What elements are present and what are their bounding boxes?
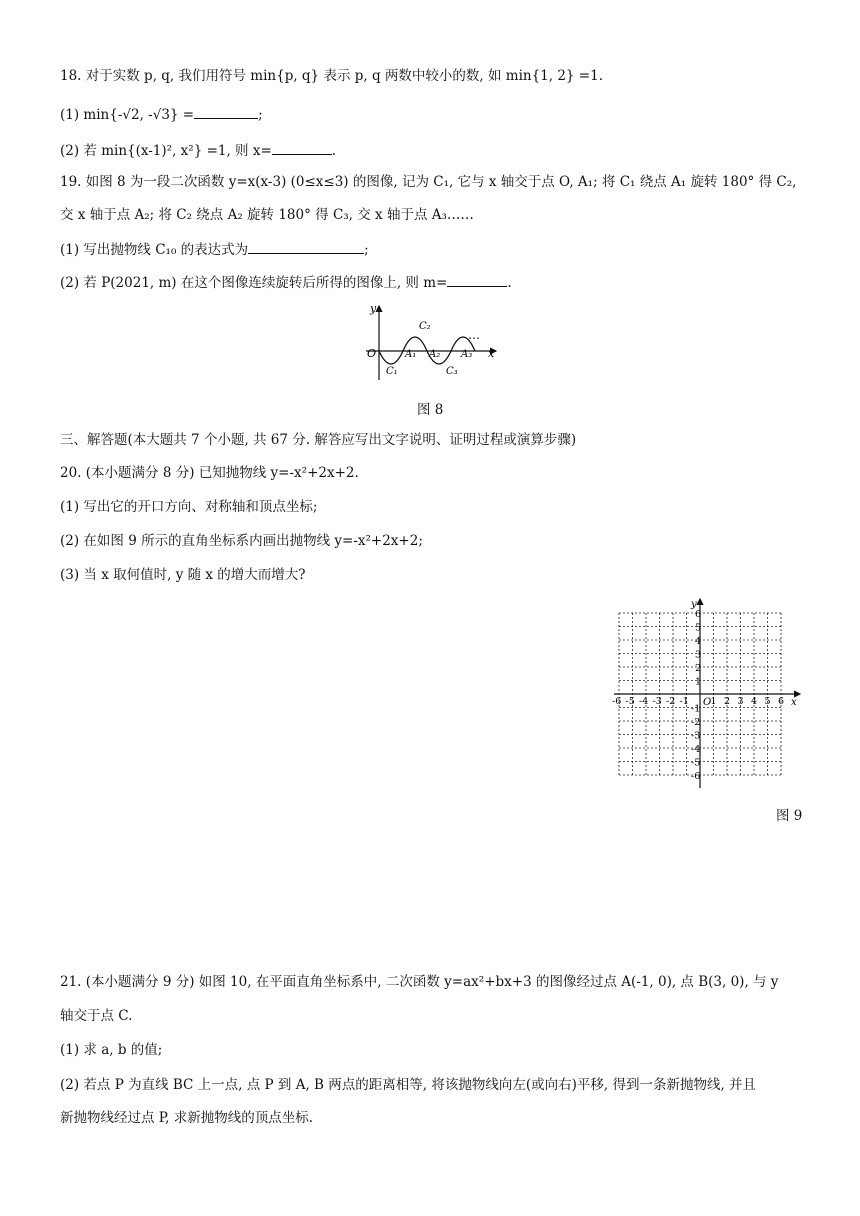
x-tick-label: 5 <box>764 696 771 707</box>
q18-part2-prefix: (2) 若 min{(x-1)², x²} =1, 则 x= <box>60 143 272 159</box>
q19-part1-suffix: ; <box>364 242 369 258</box>
q21-part1: (1) 求 a, b 的值; <box>60 1042 163 1058</box>
y-tick-label: 3 <box>695 649 702 661</box>
q21-part2-line2: 新抛物线经过点 P, 求新抛物线的顶点坐标. <box>60 1110 314 1126</box>
origin-label: O <box>703 697 712 708</box>
curve-c1 <box>379 351 403 364</box>
answer-blank[interactable] <box>194 104 258 119</box>
q18-part2 <box>60 140 336 161</box>
x-tick-label: -2 <box>666 696 676 707</box>
x-tick-label: 6 <box>778 696 785 707</box>
figure-9-caption: 图 9 <box>776 808 803 824</box>
q20-stem: 20. (本小题满分 8 分) 已知抛物线 y=-x²+2x+2. <box>60 465 359 481</box>
label-c1: C₁ <box>386 366 398 377</box>
q20-part3: (3) 当 x 取何值时, y 随 x 的增大而增大? <box>60 567 306 583</box>
q18-part1 <box>60 104 263 125</box>
axis-label-x: x <box>791 697 797 708</box>
y-tick-label: 5 <box>695 622 702 634</box>
q20-part2: (2) 在如图 9 所示的直角坐标系内画出抛物线 y=-x²+2x+2; <box>60 533 423 549</box>
label-y: y <box>370 302 377 315</box>
x-tick-label: -4 <box>639 696 649 707</box>
q19-part2-suffix: . <box>507 275 512 291</box>
q19-part2-prefix: (2) 若 P(2021, m) 在这个图像连续旋转后所得的图像上, 则 m= <box>60 275 448 291</box>
label-a1: A₁ <box>405 349 417 360</box>
q18-stem: 18. 对于实数 p, q, 我们用符号 min{p, q} 表示 p, q 两数中较小的数, 如 min{1, 2} =1. <box>60 68 603 84</box>
x-tick-label: -5 <box>625 696 635 707</box>
q19-part1-prefix: (1) 写出抛物线 C₁₀ 的表达式为 <box>60 242 249 258</box>
figure-9-grid <box>610 596 810 790</box>
label-c3: C₃ <box>446 366 458 377</box>
label-a2: A₂ <box>429 349 441 360</box>
x-tick-label: -6 <box>612 696 622 707</box>
q19-part1 <box>60 239 369 260</box>
q18-part1-suffix: ; <box>258 107 263 123</box>
y-tick-label: -6 <box>691 771 701 782</box>
label-c2: C₂ <box>419 321 431 332</box>
q19-stem-line2: 交 x 轴于点 A₂; 将 C₂ 绕点 A₂ 旋转 180° 得 C₃, 交 x 轴于点 A₃…… <box>60 207 474 223</box>
y-tick-label: -1 <box>691 703 701 715</box>
q21-stem-line2: 轴交于点 C. <box>60 1008 133 1024</box>
answer-blank[interactable] <box>248 239 364 254</box>
q19-part2 <box>60 272 512 293</box>
y-tick-label: -4 <box>691 744 701 755</box>
figure-8-caption: 图 8 <box>417 402 444 418</box>
y-tick-label: 2 <box>695 663 702 674</box>
answer-blank[interactable] <box>272 140 332 155</box>
y-tick-label: -2 <box>691 717 701 728</box>
q18-part1-prefix: (1) min{-√2, -√3} = <box>60 107 195 123</box>
answer-blank[interactable] <box>447 272 507 287</box>
y-tick-label: -5 <box>691 757 701 769</box>
x-tick-label: 4 <box>751 696 758 707</box>
label-origin: O <box>367 347 377 360</box>
q21-stem-line1: 21. (本小题满分 9 分) 如图 10, 在平面直角坐标系中, 二次函数 y=ax²+bx+3 的图像经过点 A(-1, 0), 点 B(3, 0), 与 y <box>60 974 779 990</box>
y-tick-label: 4 <box>695 636 702 647</box>
label-x: x <box>488 347 495 360</box>
axis-label-y: y <box>691 599 697 610</box>
x-tick-label: -1 <box>679 696 689 707</box>
x-tick-label: 2 <box>724 696 731 707</box>
label-a3: A₃ <box>461 349 473 360</box>
x-tick-label: 1 <box>710 696 717 707</box>
q18-part2-suffix: . <box>331 143 337 159</box>
q19-stem-line1: 19. 如图 8 为一段二次函数 y=x(x-3) (0≤x≤3) 的图像, 记为 C₁, 它与 x 轴交于点 O, A₁; 将 C₁ 绕点 A₁ 旋转 180° 得 C₂, <box>60 174 797 190</box>
y-tick-label: 1 <box>695 676 702 688</box>
section-3-heading: 三、解答题(本大题共 7 个小题, 共 67 分. 解答应写出文字说明、证明过程或演算步骤) <box>60 432 577 448</box>
x-tick-label: 3 <box>737 696 744 707</box>
y-tick-label: 6 <box>695 609 702 620</box>
x-tick-label: -3 <box>652 696 662 707</box>
label-dots: … <box>468 328 480 342</box>
y-tick-label: -3 <box>691 730 701 742</box>
figure-8-graph <box>360 296 510 384</box>
q20-part1: (1) 写出它的开口方向、对称轴和顶点坐标; <box>60 499 318 515</box>
q21-part2-line1: (2) 若点 P 为直线 BC 上一点, 点 P 到 A, B 两点的距离相等, 将该抛物线向左(或向右)平移, 得到一条新抛物线, 并且 <box>60 1077 757 1093</box>
